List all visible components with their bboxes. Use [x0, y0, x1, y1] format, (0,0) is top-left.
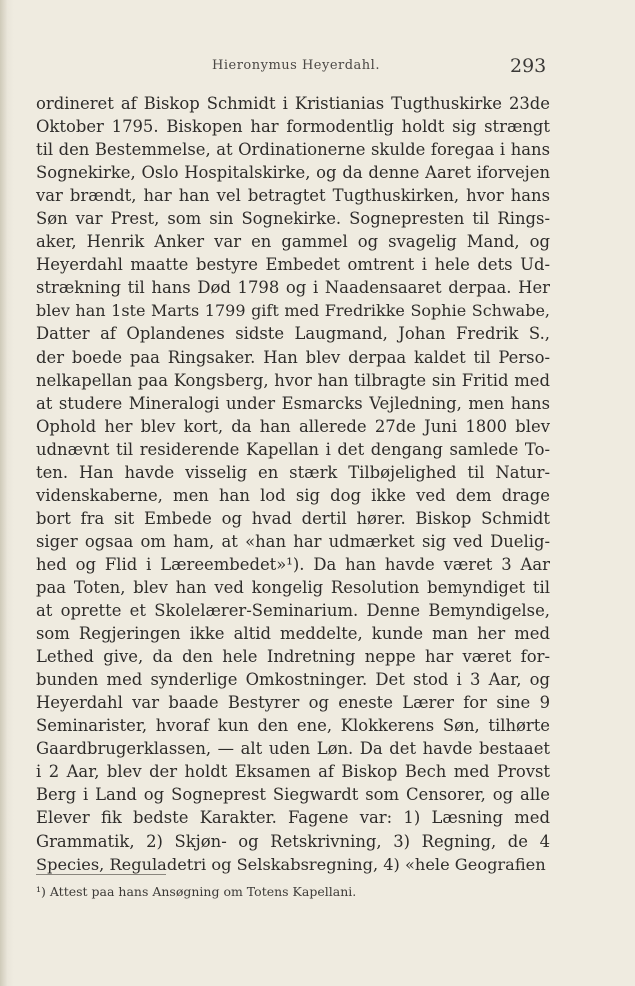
text-line: siger ogsaa om ham, at «han har udmærket sig ved Duelig- — [36, 531, 550, 551]
text-line: nelkapellan paa Kongsberg, hvor han tilbragte sin Fritid med — [36, 370, 550, 390]
text-line: videnskaberne, men han lod sig dog ikke ved dem drage — [36, 485, 550, 505]
page-binding-edge — [0, 0, 7, 986]
text-line: der boede paa Ringsaker. Han blev derpaa kaldet til Perso- — [36, 347, 550, 367]
text-line: Species, Reguladetri og Selskabsregning, 4) «hele Geografien — [36, 854, 546, 874]
text-line: som Regjeringen ikke altid meddelte, kunde man her med — [36, 624, 550, 644]
text-line: Heyerdahl maatte bestyre Embedet omtrent i hele dets Ud- — [36, 255, 550, 275]
text-line: udnævnt til residerende Kapellan i det dengang samlede To- — [36, 439, 550, 459]
footnote — [36, 884, 536, 899]
text-line: Ophold her blev kort, da han allerede 27de Juni 1800 blev — [36, 416, 550, 436]
text-line: aker, Henrik Anker var en gammel og svagelig Mand, og — [36, 232, 550, 252]
page-number: 293 — [510, 55, 547, 77]
text-line: Gaardbrugerklassen, — alt uden Løn. Da det havde bestaaet — [36, 739, 550, 759]
footnote-divider — [36, 874, 166, 875]
text-line: ten. Han havde visselig en stærk Tilbøjelighed til Natur- — [36, 462, 550, 482]
text-line: Seminarister, hvoraf kun den ene, Klokkerens Søn, tilhørte — [36, 716, 550, 736]
text-line: at studere Mineralogi under Esmarcks Vejledning, men hans — [36, 393, 550, 413]
text-line: bort fra sit Embede og hvad dertil hører. Biskop Schmidt — [36, 508, 550, 528]
body-text — [36, 92, 550, 876]
text-line: Oktober 1795. Biskopen har formodentlig holdt sig strængt — [36, 117, 550, 137]
text-line: strækning til hans Død 1798 og i Naadensaaret derpaa. Her — [36, 278, 550, 298]
page-header — [0, 55, 635, 79]
text-line: Grammatik, 2) Skjøn- og Retskrivning, 3) Regning, de 4 — [36, 831, 550, 851]
footnote-marker: ¹) — [36, 884, 46, 899]
text-line: Datter af Oplandenes sidste Laugmand, Johan Fredrik S., — [36, 324, 550, 344]
text-line: til den Bestemmelse, at Ordinationerne skulde foregaa i hans — [36, 140, 550, 160]
text-line: Berg i Land og Sogneprest Siegwardt som Censorer, og alle — [36, 785, 550, 805]
text-line: i 2 Aar, blev der holdt Eksamen af Biskop Bech med Provst — [36, 762, 550, 782]
text-line: Heyerdahl var baade Bestyrer og eneste Lærer for sine 9 — [36, 693, 550, 713]
text-line: Søn var Prest, som sin Sognekirke. Sognepresten til Rings- — [36, 209, 550, 229]
text-line: at oprette et Skolelærer-Seminarium. Denne Bemyndigelse, — [36, 601, 550, 621]
text-line: var brændt, har han vel betragtet Tugthuskirken, hvor hans — [36, 186, 550, 206]
text-line: blev han 1ste Marts 1799 gift med Fredrikke Sophie Schwabe, — [36, 301, 550, 321]
text-line: hed og Flid i Læreembedet»¹). Da han havde været 3 Aar — [36, 554, 550, 574]
text-line: paa Toten, blev han ved kongelig Resolution bemyndiget til — [36, 577, 550, 597]
text-line: Elever fik bedste Karakter. Fagene var: 1) Læsning med — [36, 808, 550, 828]
footnote-text: Attest paa hans Ansøgning om Totens Kapellani. — [49, 884, 357, 899]
text-line: Sognekirke, Oslo Hospitalskirke, og da denne Aaret iforvejen — [36, 163, 550, 183]
text-line: Lethed give, da den hele Indretning neppe har været for- — [36, 647, 550, 667]
text-line: ordineret af Biskop Schmidt i Kristianias Tugthuskirke 23de — [36, 94, 550, 113]
running-title: Hieronymus Heyerdahl. — [212, 58, 380, 73]
text-line: bunden med synderlige Omkostninger. Det stod i 3 Aar, og — [36, 670, 550, 690]
